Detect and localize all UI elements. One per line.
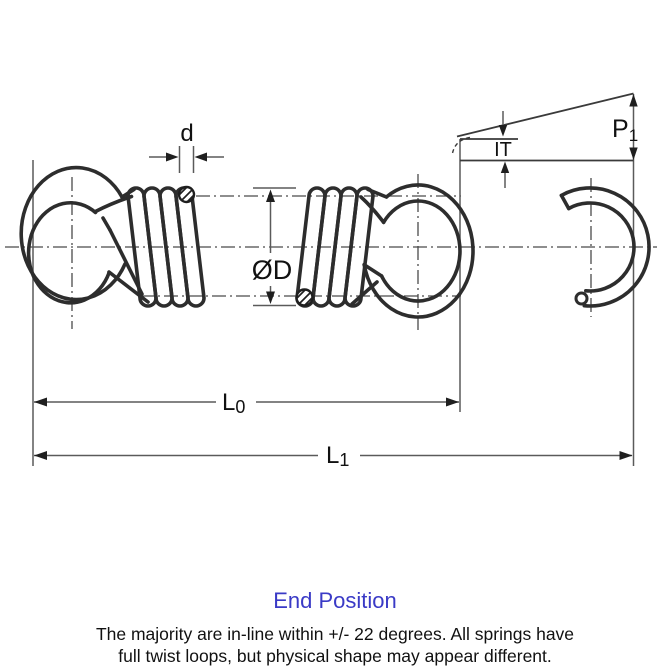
- it-upper-arrowhead-icon: [499, 125, 507, 137]
- caption-note: [0, 624, 670, 667]
- initial-tension-construction: [452, 94, 638, 189]
- l1-left-arrowhead-icon: [34, 451, 47, 460]
- caption-title: End Position: [273, 588, 397, 613]
- slope-tangent-dashed-arc: [452, 138, 470, 157]
- d-right-arrowhead-icon: [195, 153, 208, 162]
- dim-label-extended-length: [326, 442, 349, 470]
- p1-lower-arrowhead-icon: [629, 148, 637, 161]
- it-lower-arrowhead-icon: [501, 162, 509, 174]
- right-hook-crossing-wire: [352, 282, 377, 304]
- left-hook-upper-inner-connector: [96, 197, 132, 212]
- extension-lines: [33, 94, 634, 466]
- free-length-sub: 0: [235, 397, 246, 417]
- centerlines: [5, 174, 657, 330]
- free-length-main: L: [222, 389, 236, 416]
- load-slope-line: [457, 94, 634, 137]
- d-left-arrowhead-icon: [166, 153, 179, 162]
- dim-label-wire-diameter: d: [180, 120, 194, 147]
- dim-label-initial-tension: IT: [494, 139, 512, 161]
- l1-right-arrowhead-icon: [620, 451, 633, 460]
- caption-note-line2: full twist loops, but physical shape may appear different.: [118, 645, 552, 666]
- dim-label-free-length: [222, 389, 245, 417]
- extended-length-sub: 1: [339, 450, 350, 470]
- load-label-main: P: [612, 115, 629, 143]
- left-hook-inner-arc: [29, 203, 109, 303]
- od-down-arrowhead-icon: [266, 292, 275, 305]
- l0-left-arrowhead-icon: [34, 398, 47, 407]
- right-coil-body: [297, 188, 373, 306]
- dimension-labels: [180, 115, 638, 470]
- extended-length-main: L: [326, 442, 340, 469]
- end-view-wire-end-cut: [561, 195, 568, 208]
- end-view-wire-tip: [576, 293, 587, 304]
- caption-note-line1: The majority are in-line within +/- 22 degrees. All springs have: [95, 624, 575, 644]
- l0-right-arrowhead-icon: [446, 398, 459, 407]
- left-hook-wire-end-cut: [103, 218, 110, 230]
- right-hook-inner-arc: [382, 201, 460, 301]
- load-label-sub: 1: [628, 126, 639, 145]
- free-length-dimension: [34, 398, 459, 407]
- dim-label-outer-diameter: ØD: [251, 255, 293, 285]
- p1-upper-arrowhead-icon: [629, 94, 637, 107]
- wire-diameter-dimension: [149, 146, 224, 173]
- left-hook: [21, 168, 148, 303]
- coil-loop: [176, 188, 204, 306]
- right-hook: [352, 185, 473, 317]
- left-hook-crossing-wire-lower: [109, 272, 148, 302]
- wire-cross-section-left: [176, 184, 198, 206]
